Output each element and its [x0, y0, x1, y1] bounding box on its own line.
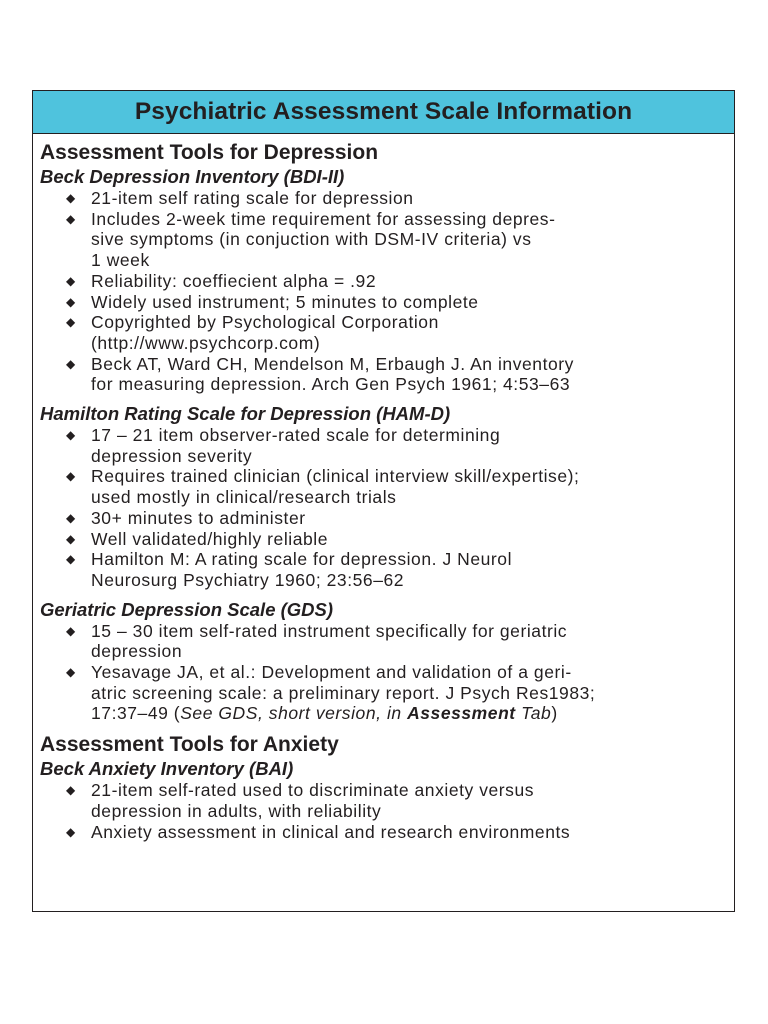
item-text-line: 21-item self-rated used to discriminate anxiety versus — [91, 780, 535, 801]
item-text-line: Copyrighted by Psychological Corporation — [91, 312, 439, 333]
list-item — [40, 549, 734, 590]
diamond-bullet-icon: ◆ — [66, 783, 76, 798]
item-text-line: 15 – 30 item self-rated instrument specifically for geriatric — [91, 620, 568, 641]
section-heading: Assessment Tools for Anxiety — [40, 733, 339, 757]
item-text-line: Widely used instrument; 5 minutes to complete — [91, 291, 479, 312]
item-text-line: Hamilton M: A rating scale for depression. J Neurol — [91, 549, 513, 570]
list-item — [40, 529, 734, 550]
item-text-line: sive symptoms (in conjuction with DSM-IV criteria) vs — [91, 229, 532, 250]
diamond-bullet-icon: ◆ — [66, 665, 76, 680]
card-body — [33, 134, 734, 842]
list-item — [40, 312, 734, 353]
bullet-list — [40, 425, 734, 591]
diamond-bullet-icon: ◆ — [66, 824, 76, 839]
subsection — [40, 166, 734, 395]
item-text-line: Neurosurg Psychiatry 1960; 23:56–62 — [91, 569, 405, 590]
diamond-bullet-icon: ◆ — [66, 623, 76, 638]
item-text-line: Yesavage JA, et al.: Development and validation of a geri- — [91, 662, 572, 683]
item-text-line: Well validated/highly reliable — [91, 528, 328, 549]
item-text-fragment: Tab — [515, 703, 552, 724]
item-text-line: Anxiety assessment in clinical and research environments — [91, 821, 571, 842]
list-item — [40, 780, 734, 821]
diamond-bullet-icon: ◆ — [66, 469, 76, 484]
item-text-fragment: See GDS, short version, in — [180, 703, 408, 724]
diamond-bullet-icon: ◆ — [66, 428, 76, 443]
item-text-line: depression severity — [91, 445, 253, 466]
item-text-line: 1 week — [91, 250, 150, 271]
item-text-fragment: ) — [551, 703, 558, 724]
item-text-line: atric screening scale: a preliminary report. J Psych Res1983; — [91, 682, 596, 703]
list-item — [40, 188, 734, 209]
subsection-heading: Beck Depression Inventory (BDI-II) — [40, 166, 345, 187]
item-text-line: Beck AT, Ward CH, Mendelson M, Erbaugh J. An inventory — [91, 353, 574, 374]
diamond-bullet-icon: ◆ — [66, 294, 76, 309]
bullet-list — [40, 621, 734, 725]
diamond-bullet-icon: ◆ — [66, 315, 76, 330]
item-text-line: Includes 2-week time requirement for assessing depres- — [91, 208, 556, 229]
list-item — [40, 292, 734, 313]
item-text-line: Reliability: coeffiecient alpha = .92 — [91, 270, 377, 291]
subsection — [40, 403, 734, 591]
list-item — [40, 621, 734, 662]
diamond-bullet-icon: ◆ — [66, 273, 76, 288]
list-item — [40, 662, 734, 724]
item-text-line: Requires trained clinician (clinical interview skill/expertise); — [91, 466, 580, 487]
list-item — [40, 271, 734, 292]
subsection-heading: Beck Anxiety Inventory (BAI) — [40, 758, 294, 780]
list-item — [40, 822, 734, 843]
subsection — [40, 758, 734, 842]
item-text-line: 30+ minutes to administer — [91, 507, 306, 528]
list-item — [40, 354, 734, 395]
bullet-list — [40, 188, 734, 395]
bullet-list — [40, 780, 734, 842]
card-header — [33, 91, 734, 134]
diamond-bullet-icon: ◆ — [66, 211, 76, 226]
subsection — [40, 599, 734, 725]
list-item — [40, 425, 734, 466]
item-text-line: depression in adults, with reliability — [91, 800, 382, 821]
subsection-heading: Hamilton Rating Scale for Depression (HAM-D) — [40, 403, 451, 425]
subsection-heading: Geriatric Depression Scale (GDS) — [40, 598, 334, 620]
item-text-line: for measuring depression. Arch Gen Psych 1961; 4:53–63 — [91, 374, 571, 395]
list-item — [40, 209, 734, 271]
item-text-line: 17 – 21 item observer-rated scale for determining — [91, 425, 501, 446]
item-text-line: (http://www.psychcorp.com) — [91, 332, 321, 353]
diamond-bullet-icon: ◆ — [66, 552, 76, 567]
section-heading: Assessment Tools for Depression — [40, 141, 379, 164]
diamond-bullet-icon: ◆ — [66, 531, 76, 546]
diamond-bullet-icon: ◆ — [66, 356, 76, 371]
assessment-info-card — [32, 90, 735, 912]
diamond-bullet-icon: ◆ — [66, 510, 76, 525]
page-title: Psychiatric Assessment Scale Information — [134, 98, 633, 125]
list-item — [40, 466, 734, 507]
item-text-line: used mostly in clinical/research trials — [91, 487, 397, 508]
list-item — [40, 508, 734, 529]
item-text-fragment: Assessment — [407, 703, 516, 724]
diamond-bullet-icon: ◆ — [66, 191, 76, 205]
item-text-line: 21-item self rating scale for depression — [91, 188, 414, 208]
item-text-line: depression — [91, 641, 183, 662]
item-text-fragment: 17:37–49 ( — [91, 703, 181, 724]
